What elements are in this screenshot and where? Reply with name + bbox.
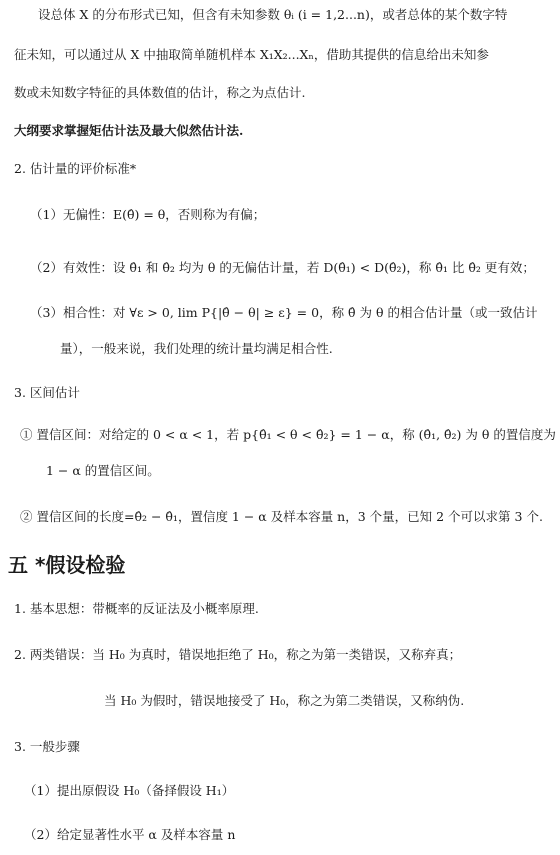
paragraph-line: 设总体 X 的分布形式已知，但含有未知参数 θᵢ (i = 1,2...n)，或者总体的某个数字特 bbox=[38, 7, 508, 22]
section-heading: 2. 估计量的评价标准* bbox=[14, 161, 137, 176]
list-item: （2）给定显著性水平 α 及样本容量 n bbox=[24, 827, 236, 842]
chapter-heading: 五 *假设检验 bbox=[8, 553, 126, 577]
paragraph-line: 数或未知数字特征的具体数值的估计，称之为点估计. bbox=[14, 85, 306, 100]
list-item: ① 置信区间：对给定的 0 < α < 1，若 p{θ̂₁ < θ < θ̂₂} = 1 − α，称 (θ̂₁, θ̂₂) 为 θ 的置信度为 bbox=[20, 427, 556, 442]
list-item: （1）提出原假设 H₀（备择假设 H₁） bbox=[24, 783, 235, 798]
list-item-continued: 当 H₀ 为假时，错误地接受了 H₀，称之为第二类错误，又称纳伪. bbox=[104, 693, 465, 708]
list-item: 1. 基本思想：带概率的反证法及小概率原理. bbox=[14, 601, 259, 616]
list-item: （3）相合性：对 ∀ε > 0, lim P{|θ̂ − θ| ≥ ε} = 0，称 θ̂ 为 θ 的相合估计量（或一致估计 bbox=[30, 305, 538, 320]
list-item: （2）有效性：设 θ̂₁ 和 θ̂₂ 均为 θ 的无偏估计量，若 D(θ̂₁) < D(θ̂₂)，称 θ̂₁ 比 θ̂₂ 更有效； bbox=[30, 260, 535, 275]
list-item-continued: 1 − α 的置信区间。 bbox=[46, 463, 160, 478]
list-item: 2. 两类错误：当 H₀ 为真时，错误地拒绝了 H₀，称之为第一类错误，又称弃真； bbox=[14, 647, 462, 662]
paragraph-line: 征未知，可以通过从 X 中抽取简单随机样本 X₁X₂...Xₙ，借助其提供的信息给出未知参 bbox=[14, 47, 489, 62]
list-item: ② 置信区间的长度=θ̂₂ − θ̂₁，置信度 1 − α 及样本容量 n，3 个量，已知 2 个可以求第 3 个. bbox=[20, 509, 543, 524]
list-item: （1）无偏性：E(θ̂) = θ，否则称为有偏； bbox=[30, 207, 266, 222]
section-heading: 3. 一般步骤 bbox=[14, 739, 80, 754]
section-heading: 3. 区间估计 bbox=[14, 385, 80, 400]
list-item-continued: 量），一般来说，我们处理的统计量均满足相合性. bbox=[60, 341, 333, 356]
syllabus-note: 大纲要求掌握矩估计法及最大似然估计法. bbox=[14, 123, 244, 138]
